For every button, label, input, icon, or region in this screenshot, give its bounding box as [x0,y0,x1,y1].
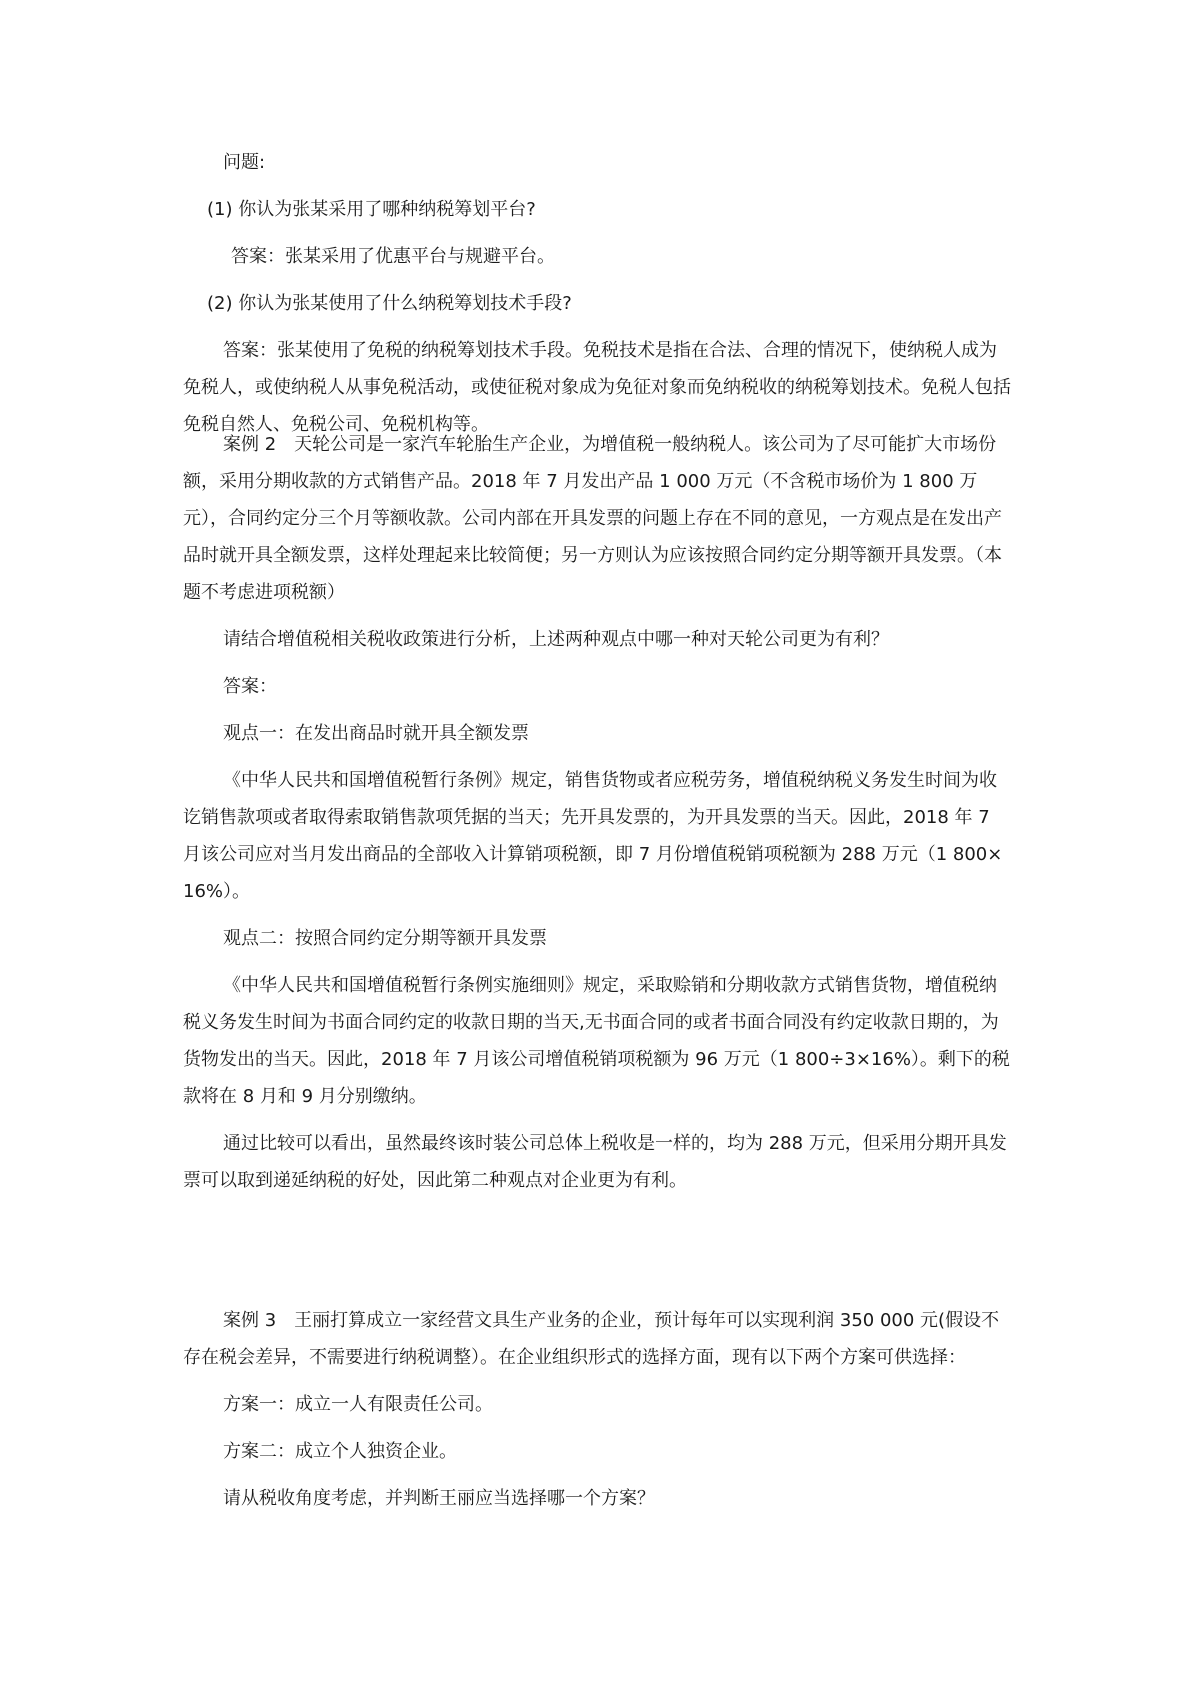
section-case3 [183,1302,1013,1517]
view2-title: 观点二：按照合同约定分期等额开具发票 [223,928,547,949]
case2-description: 案例 2 天轮公司是一家汽车轮胎生产企业，为增值税一般纳税人。该公司为了尽可能扩大市场份额，采用分期收款的方式销售产品。2018 年 7 月发出产品 1 000 万元（不含税市场价为 1 800 万元），合同约定分三个月等额收款。公司内部在开具发票的问题上存在不同的意见，一方观点是在发出产品时就开具全额发票，这样处理起来比较简便；另一方则认为应该按照合同约定分期等额开具发票。（本题不考虑进项税额） [183,434,1002,603]
case2-conclusion: 通过比较可以看出，虽然最终该时装公司总体上税收是一样的，均为 288 万元，但采用分期开具发票可以取到递延纳税的好处，因此第二种观点对企业更为有利。 [183,1133,1007,1191]
case3-question: 请从税收角度考虑，并判断王丽应当选择哪一个方案？ [223,1488,655,1509]
plan-1: 方案一：成立一人有限责任公司。 [223,1394,493,1415]
question-1: (1) 你认为张某采用了哪种纳税筹划平台? [207,199,536,220]
section-case1-questions [183,144,1013,443]
answer-1: 答案：张某采用了优惠平台与规避平台。 [231,246,555,267]
case3-description: 案例 3 王丽打算成立一家经营文具生产业务的企业，预计每年可以实现利润 350 000 元(假设不存在税会差异，不需要进行纳税调整）。在企业组织形式的选择方面，现有以下两个方案可供选择： [183,1310,1000,1368]
view1-title: 观点一：在发出商品时就开具全额发票 [223,723,529,744]
view2-body: 《中华人民共和国增值税暂行条例实施细则》规定，采取赊销和分期收款方式销售货物，增值税纳税义务发生时间为书面合同约定的收款日期的当天,无书面合同的或者书面合同没有约定收款日期的，为货物发出的当天。因此，2018 年 7 月该公司增值税销项税额为 96 万元（1 800÷3×16%）。剩下的税款将在 8 月和 9 月分别缴纳。 [183,975,1010,1107]
case2-question: 请结合增值税相关税收政策进行分析，上述两种观点中哪一种对天轮公司更为有利？ [223,629,889,650]
section-case2 [183,426,1013,1199]
plan-2: 方案二：成立个人独资企业。 [223,1441,457,1462]
case2-answer-label: 答案： [223,676,277,697]
answer-2: 答案：张某使用了免税的纳税筹划技术手段。免税技术是指在合法、合理的情况下，使纳税人成为免税人，或使纳税人从事免税活动，或使征税对象成为免征对象而免纳税收的纳税筹划技术。免税人包括免税自然人、免税公司、免税机构等。 [183,340,1011,435]
view1-body: 《中华人民共和国增值税暂行条例》规定，销售货物或者应税劳务，增值税纳税义务发生时间为收讫销售款项或者取得索取销售款项凭据的当天；先开具发票的，为开具发票的当天。因此，2018 年 7 月该公司应对当月发出商品的全部收入计算销项税额，即 7 月份增值税销项税额为 288 万元（1 800×16%）。 [183,770,1003,902]
question-heading: 问题: [223,152,266,173]
question-2: (2) 你认为张某使用了什么纳税筹划技术手段? [207,293,572,314]
